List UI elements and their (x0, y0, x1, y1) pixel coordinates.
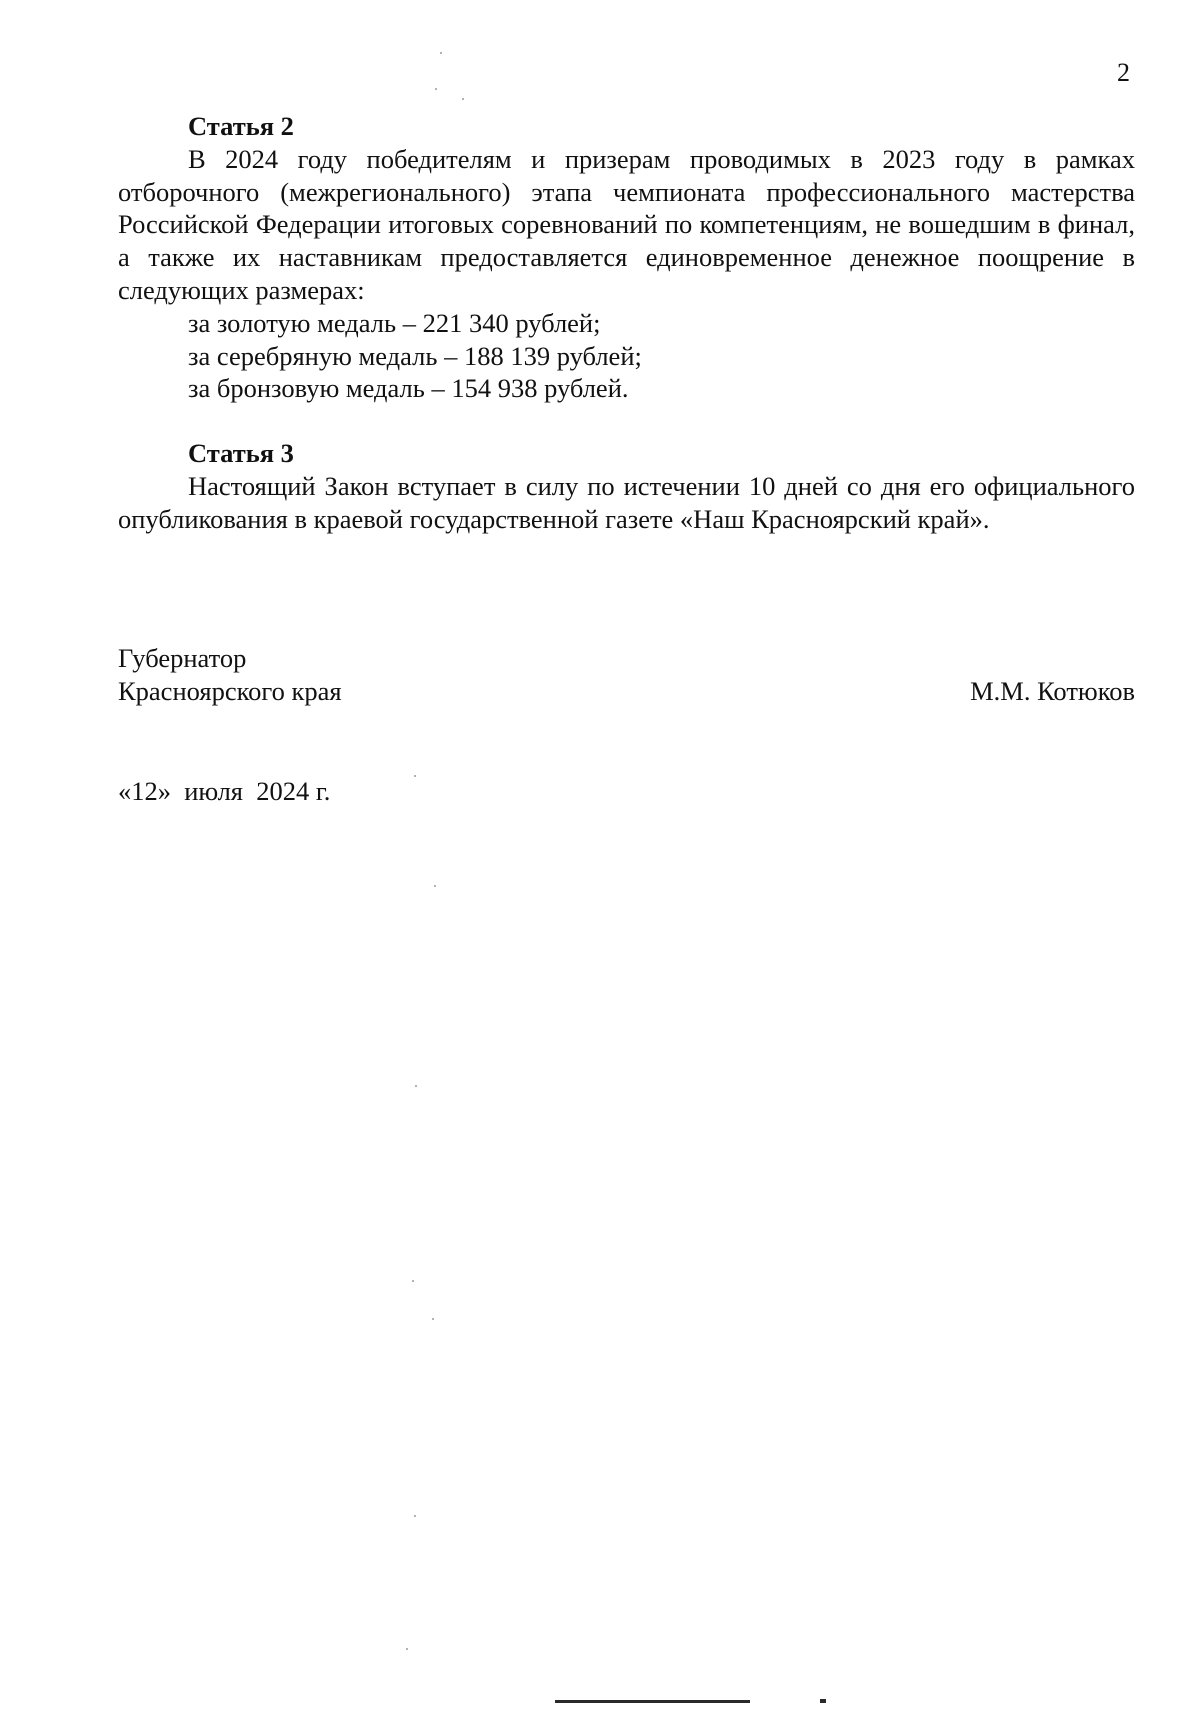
scan-speck (414, 1515, 416, 1517)
award-silver: за серебряную медаль – 188 139 рублей; (188, 340, 642, 371)
signatory-position-line1: Губернатор (118, 643, 247, 673)
scan-speck (406, 1648, 408, 1650)
scan-speck (434, 885, 436, 887)
article-2-paragraph: В 2024 году победителям и призерам проводимых в 2023 году в рамках отборочного (межрегионального) этапа чемпионата профессионального мастерства Российской Федерации итоговых соревнований по компетенциям, не вошедшим в финал, а также их наставникам предоставляется единовременное денежное поощрение в следующих размерах: (118, 143, 1135, 305)
signatory-position-line2: Красноярского края (118, 675, 342, 706)
scan-speck (412, 1280, 414, 1282)
article-2-title: Статья 2 (188, 111, 294, 141)
article-3-title: Статья 3 (188, 438, 294, 469)
article-3 (118, 437, 1135, 535)
scan-speck (414, 775, 416, 777)
footer-rule (555, 1700, 750, 1703)
document-body (118, 110, 1135, 536)
page-number: 2 (1117, 58, 1130, 87)
scan-speck (415, 1085, 417, 1087)
article-2 (118, 110, 1135, 405)
scan-speck (462, 98, 464, 100)
award-bronze: за бронзовую медаль – 154 938 рублей. (188, 373, 629, 404)
article-3-paragraph: Настоящий Закон вступает в силу по истечении 10 дней со дня его официального опубликования в краевой государственной газете «Наш Красноярский край». (118, 470, 1135, 534)
signature-block (118, 642, 1135, 708)
scan-speck (435, 88, 437, 90)
signatory-name: М.М. Котюков (970, 675, 1135, 706)
scan-speck (440, 52, 442, 54)
scan-speck (432, 1318, 434, 1320)
award-gold: за золотую медаль – 221 340 рублей; (188, 307, 601, 338)
footer-mark (820, 1699, 826, 1703)
document-date: «12» июля 2024 г. (118, 776, 331, 806)
